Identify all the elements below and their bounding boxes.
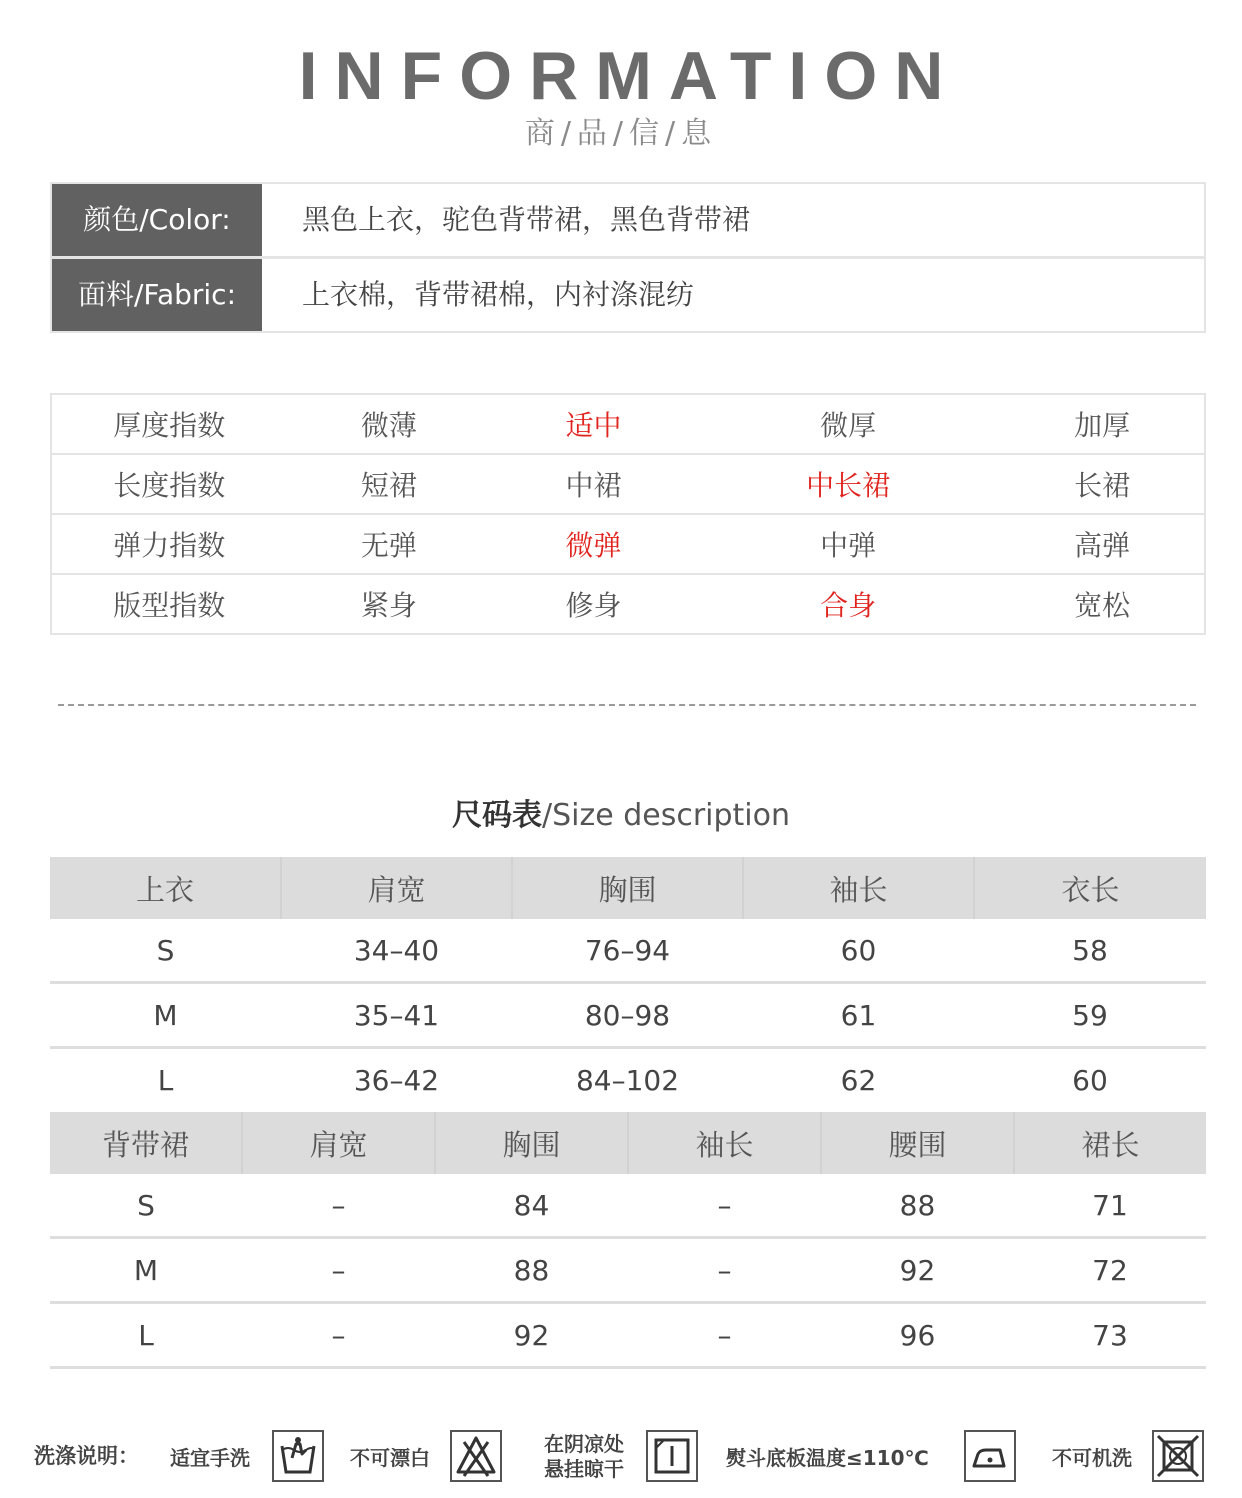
care-label-shade-dry-2: 悬挂晾干 xyxy=(544,1457,624,1481)
table-cell: 71 xyxy=(1014,1174,1206,1238)
index-option: 合身 xyxy=(696,574,1000,634)
table-cell: M xyxy=(50,983,281,1048)
table-header: 裙长 xyxy=(1014,1112,1206,1174)
table-cell: 92 xyxy=(821,1238,1014,1303)
no-bleach-icon xyxy=(450,1430,502,1482)
care-label-no-bleach: 不可漂白 xyxy=(350,1446,430,1470)
index-option: 加厚 xyxy=(1000,394,1205,454)
care-label-shade-dry-1: 在阴凉处 xyxy=(544,1432,624,1456)
index-row-label: 版型指数 xyxy=(51,574,287,634)
table-header: 胸围 xyxy=(512,857,743,919)
index-option: 高弹 xyxy=(1000,514,1205,574)
fabric-label: 面料/Fabric: xyxy=(52,259,262,331)
info-row-fabric xyxy=(50,257,1206,333)
care-label-hand-wash: 适宜手洗 xyxy=(170,1446,250,1470)
info-row-color xyxy=(50,182,1206,258)
index-option: 微厚 xyxy=(696,394,1000,454)
index-option: 中弹 xyxy=(696,514,1000,574)
table-cell: 36–42 xyxy=(353,1063,440,1097)
care-title: 洗涤说明： xyxy=(34,1444,139,1468)
index-row-length xyxy=(51,454,1205,514)
table-cell: 72 xyxy=(1014,1238,1206,1303)
table-header: 袖长 xyxy=(743,857,974,919)
index-row-thickness xyxy=(51,394,1205,454)
table-cell: 73 xyxy=(1014,1303,1206,1368)
table-header: 上衣 xyxy=(50,857,281,919)
table-header: 肩宽 xyxy=(242,1112,435,1174)
table-cell: 59 xyxy=(974,983,1206,1048)
table-cell: 80–98 xyxy=(512,983,743,1048)
table-row xyxy=(50,919,1206,983)
table-cell: – xyxy=(242,1303,435,1368)
table-row xyxy=(50,1048,1206,1112)
table-cell: 76–94 xyxy=(512,919,743,983)
table-cell: L xyxy=(157,1063,174,1097)
table-cell: S xyxy=(50,919,281,983)
care-label-no-machine-wash: 不可机洗 xyxy=(1052,1446,1132,1470)
table-cell: 84 xyxy=(435,1174,628,1238)
no-machine-wash-icon xyxy=(1152,1430,1204,1482)
table-cell: – xyxy=(242,1174,435,1238)
index-row-fit xyxy=(51,574,1205,634)
index-row-label: 厚度指数 xyxy=(51,394,287,454)
table-cell: M xyxy=(50,1238,242,1303)
page-title: INFORMATION xyxy=(298,38,961,114)
table-cell: 88 xyxy=(435,1238,628,1303)
dress-size-table xyxy=(50,1112,1206,1369)
table-header-row xyxy=(50,1112,1206,1174)
table-cell: 84–102 xyxy=(575,1063,680,1097)
index-row-label: 弹力指数 xyxy=(51,514,287,574)
top-size-table xyxy=(50,857,1206,1111)
size-heading-bold: 尺码表 xyxy=(451,798,542,833)
fabric-value: 上衣棉，背带裙棉，内衬涤混纺 xyxy=(302,278,695,311)
line-dry-shade-icon xyxy=(646,1430,698,1482)
size-heading-rest: /Size description xyxy=(541,798,791,833)
table-header-row xyxy=(50,857,1206,919)
index-option: 长裙 xyxy=(1000,454,1205,514)
index-option: 中裙 xyxy=(491,454,696,514)
table-header: 背带裙 xyxy=(50,1112,242,1174)
table-cell: – xyxy=(242,1238,435,1303)
table-header: 腰围 xyxy=(821,1112,1014,1174)
table-cell: 34–40 xyxy=(281,919,512,983)
index-option: 修身 xyxy=(491,574,696,634)
index-option: 宽松 xyxy=(1000,574,1205,634)
table-row xyxy=(50,983,1206,1048)
index-row-elasticity xyxy=(51,514,1205,574)
table-cell: 62 xyxy=(840,1063,877,1097)
index-option: 无弹 xyxy=(287,514,492,574)
table-cell: 35–41 xyxy=(281,983,512,1048)
table-cell: 58 xyxy=(974,919,1206,983)
dashed-divider xyxy=(58,704,1196,706)
table-header: 胸围 xyxy=(435,1112,628,1174)
size-chart-heading xyxy=(0,790,1242,834)
table-header: 肩宽 xyxy=(281,857,512,919)
index-option: 适中 xyxy=(491,394,696,454)
table-row xyxy=(50,1174,1206,1238)
index-option: 紧身 xyxy=(287,574,492,634)
table-cell: 92 xyxy=(435,1303,628,1368)
page-subtitle: 商/品/信/息 xyxy=(524,116,718,151)
table-cell: 96 xyxy=(821,1303,1014,1368)
color-value: 黑色上衣，驼色背带裙，黑色背带裙 xyxy=(302,203,751,236)
index-option: 中长裙 xyxy=(696,454,1000,514)
table-cell: 61 xyxy=(743,983,974,1048)
table-cell: – xyxy=(628,1174,821,1238)
table-cell: S xyxy=(50,1174,242,1238)
table-cell: – xyxy=(628,1303,821,1368)
index-option: 短裙 xyxy=(287,454,492,514)
table-cell: 60 xyxy=(743,919,974,983)
product-index-table xyxy=(50,393,1206,635)
table-row xyxy=(50,1238,1206,1303)
table-cell: 88 xyxy=(821,1174,1014,1238)
table-header: 衣长 xyxy=(974,857,1206,919)
index-row-label: 长度指数 xyxy=(51,454,287,514)
index-option: 微弹 xyxy=(491,514,696,574)
color-label: 颜色/Color: xyxy=(52,184,262,256)
iron-low-icon xyxy=(964,1430,1016,1482)
table-cell: L xyxy=(50,1303,242,1368)
hand-wash-icon xyxy=(272,1430,324,1482)
index-option: 微薄 xyxy=(287,394,492,454)
table-cell: – xyxy=(628,1238,821,1303)
table-row xyxy=(50,1303,1206,1368)
care-label-iron: 熨斗底板温度≤110℃ xyxy=(726,1446,929,1470)
table-cell: 60 xyxy=(1072,1063,1108,1097)
table-header: 袖长 xyxy=(628,1112,821,1174)
